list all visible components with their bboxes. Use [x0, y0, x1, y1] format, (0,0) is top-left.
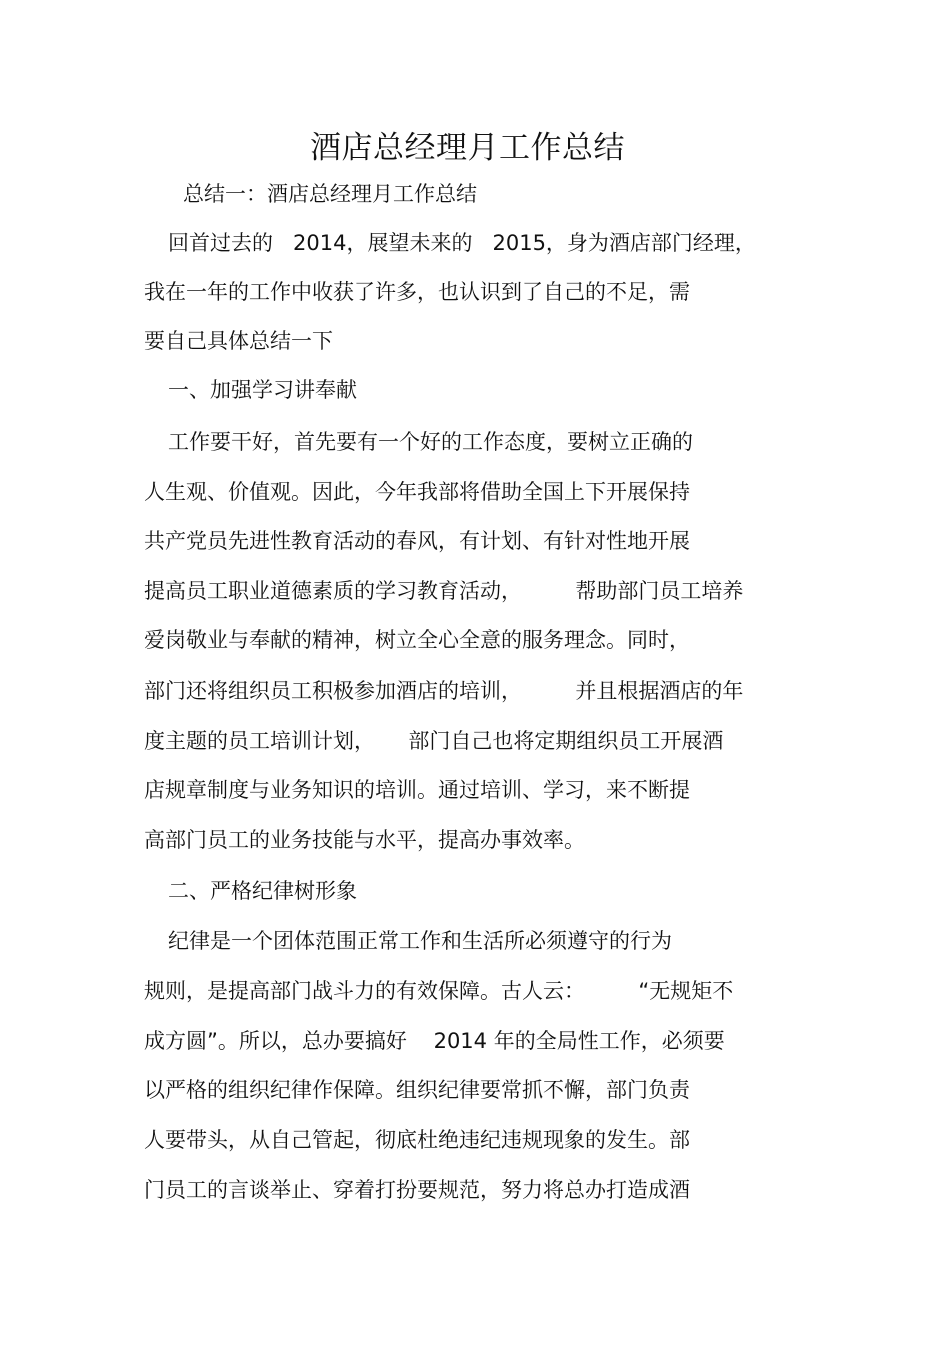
paragraph-line: 回首过去的 2014，展望未来的 2015，身为酒店部门经理， [168, 231, 756, 255]
paragraph-line: 成方圆”。所以，总办要搞好 2014 年的全局性工作，必须要 [144, 1029, 725, 1053]
paragraph-line: 工作要干好，首先要有一个好的工作态度，要树立正确的 [168, 430, 693, 454]
paragraph-line: 部门还将组织员工积极参加酒店的培训， 并且根据酒店的年 [144, 679, 744, 703]
paragraph-line: 共产党员先进性教育活动的春风，有计划、有针对性地开展 [144, 529, 690, 553]
paragraph-line: 要自己具体总结一下 [144, 329, 333, 353]
paragraph-line: 人生观、价值观。因此，今年我部将借助全国上下开展保持 [144, 480, 690, 504]
paragraph-line: 店规章制度与业务知识的培训。通过培训、学习，来不断提 [144, 778, 690, 802]
document-title: 酒店总经理月工作总结 [310, 130, 625, 166]
paragraph-line: 人要带头，从自己管起，彻底杜绝违纪违规现象的发生。部 [144, 1128, 690, 1152]
paragraph-line: 门员工的言谈举止、穿着打扮要规范，努力将总办打造成酒 [144, 1178, 690, 1202]
paragraph-line: 高部门员工的业务技能与水平，提高办事效率。 [144, 828, 585, 852]
paragraph-line: 度主题的员工培训计划， 部门自己也将定期组织员工开展酒 [144, 729, 724, 753]
paragraph-line: 爱岗敬业与奉献的精神，树立全心全意的服务理念。同时， [144, 628, 690, 652]
paragraph-line: 规则，是提高部门战斗力的有效保障。古人云： “无规矩不 [144, 979, 734, 1003]
section-heading: 二、严格纪律树形象 [168, 879, 357, 903]
section-heading: 一、加强学习讲奉献 [168, 378, 357, 402]
paragraph-line: 以严格的组织纪律作保障。组织纪律要常抓不懈，部门负责 [144, 1078, 690, 1102]
paragraph-line: 我在一年的工作中收获了许多，也认识到了自己的不足，需 [144, 280, 690, 304]
paragraph-line: 提高员工职业道德素质的学习教育活动， 帮助部门员工培养 [144, 579, 744, 603]
subtitle-line: 总结一：酒店总经理月工作总结 [183, 182, 477, 206]
paragraph-line: 纪律是一个团体范围正常工作和生活所必须遵守的行为 [168, 929, 672, 953]
